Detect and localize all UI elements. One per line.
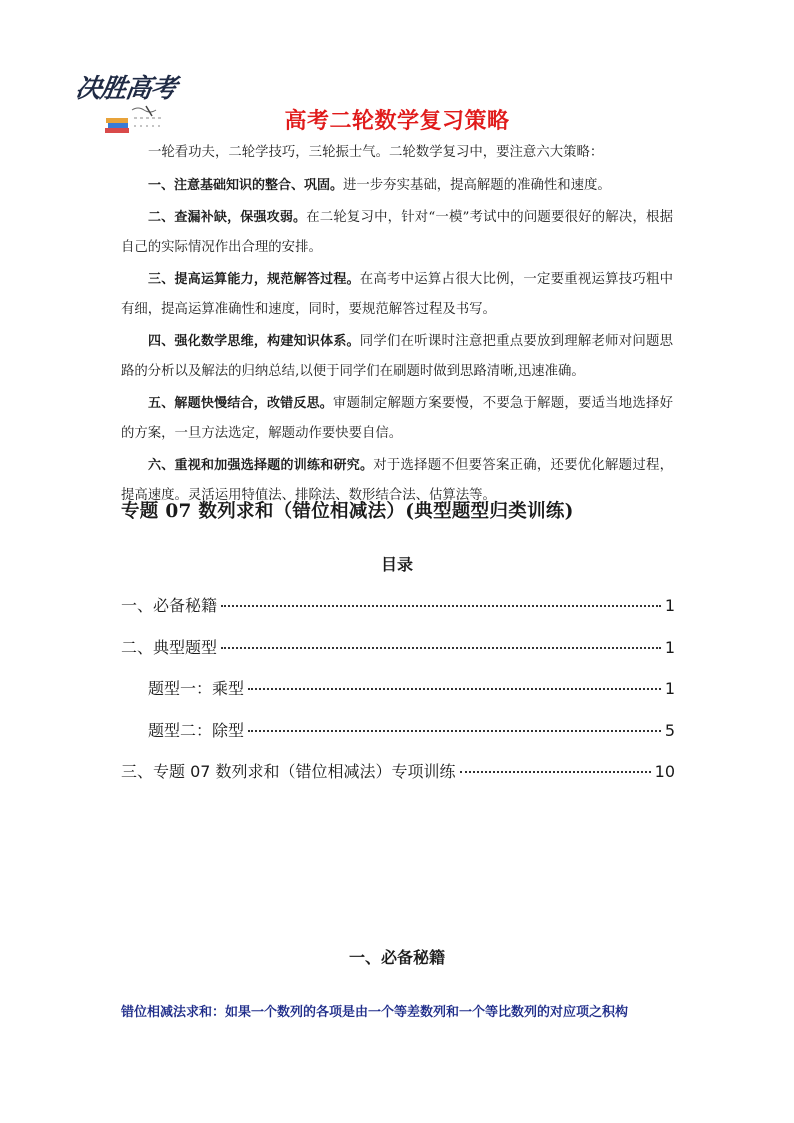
toc-entry[interactable] [121,676,675,718]
toc-title: 目录 [380,555,413,574]
toc-leader-dots [221,647,661,649]
strategy-item-heading: 一、注意基础知识的整合、巩固。 [148,177,344,193]
strategy-item [121,327,673,386]
strategy-item [121,389,673,448]
strategy-item-heading: 六、重视和加强选择题的训练和研究。 [148,458,374,473]
toc-entry-label: 题型一：乘型 [148,679,245,698]
strategy-item-text: 同学们在听课时注意把重点要放到理解老师对问题思路的分析以及解法的归纳总结,以便于同学们在刷题时做到思路清晰,迅速准确。 [121,334,673,379]
table-of-contents [121,593,675,801]
definition-text: 错位相减法求和：如果一个数列的各项是由一个等差数列和一个等比数列的对应项之积构 [121,1005,629,1020]
toc-entry-label: 三、专题 07 数列求和（错位相减法）专项训练 [121,762,456,781]
strategy-item-text: 对于选择题不但要答案正确，还要优化解题过程，提高速度。灵活运用特值法、排除法、数形结合法、估算法等。 [121,458,673,503]
toc-entry-label: 一、必备秘籍 [121,596,218,615]
strategy-item [121,203,673,262]
toc-entry[interactable] [121,635,675,677]
page-title: 高考二轮数学复习策略 [284,109,510,134]
strategy-item-heading: 四、强化数学思维，构建知识体系。 [148,334,360,349]
strategy-item [121,265,673,324]
strategy-section [121,138,673,513]
strategy-item-text: 审题制定解题方案要慢，不要急于解题，要适当地选择好的方案，一旦方法选定，解题动作要快要自信。 [121,396,673,441]
toc-entry[interactable] [121,718,675,760]
toc-entry[interactable] [121,593,675,635]
strategy-item-text: 在高考中运算占很大比例，一定要重视运算技巧粗中有细，提高运算准确性和速度，同时，要规范解答过程及书写。 [121,272,673,317]
toc-entry-page: 1 [664,679,675,698]
strategy-item-heading: 二、查漏补缺，保强攻弱。 [148,210,307,225]
toc-leader-dots [460,771,651,773]
toc-entry-label: 二、典型题型 [121,637,218,657]
toc-entry[interactable] [121,759,675,801]
toc-entry-page: 5 [664,720,675,740]
strategy-item [121,171,673,201]
logo-text: 决胜高考 [73,74,178,104]
toc-entry-page: 10 [654,762,675,781]
strategy-item-heading: 五、解题快慢结合，改错反思。 [148,396,334,411]
toc-leader-dots [221,605,661,607]
toc-entry-page: 1 [664,637,675,657]
toc-entry-label: 题型二：除型 [148,720,245,740]
toc-leader-dots [248,730,661,732]
strategy-item-text: 在二轮复习中，针对“一模”考试中的问题要很好的解决，根据自己的实际情况作出合理的安排。 [121,210,673,255]
toc-leader-dots [248,688,661,690]
strategy-item-text: 进一步夯实基础，提高解题的准确性和速度。 [343,177,611,193]
strategy-intro: 一轮看功夫，二轮学技巧，三轮振士气。二轮数学复习中，要注意六大策略： [148,145,604,160]
strategy-item-heading: 三、提高运算能力，规范解答过程。 [148,272,360,287]
toc-entry-page: 1 [664,596,675,615]
topic-title: 专题 07 数列求和（错位相减法）(典型题型归类训练) [121,501,574,522]
section-heading: 一、必备秘籍 [348,948,445,967]
